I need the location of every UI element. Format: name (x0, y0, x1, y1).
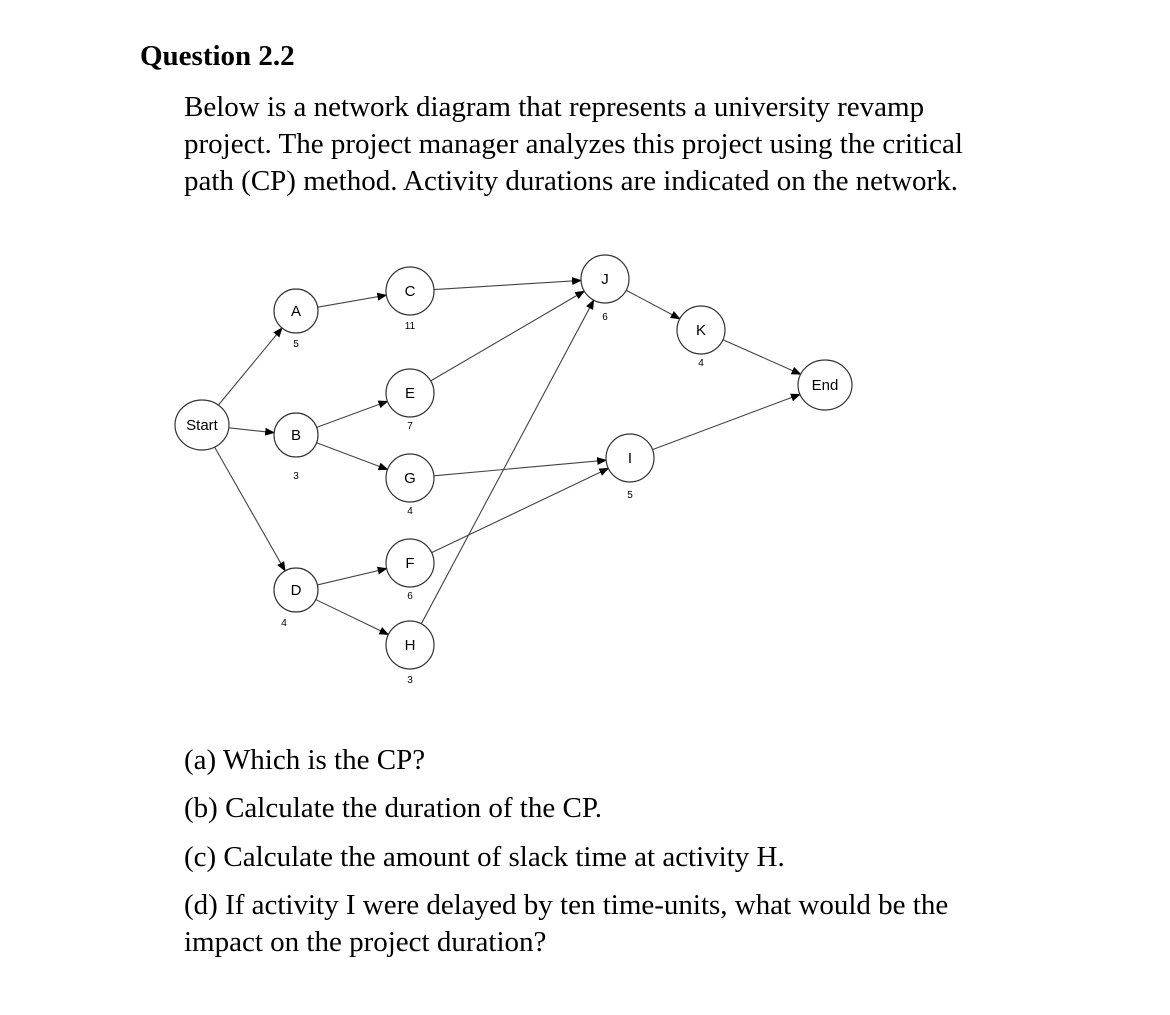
node-label: F (405, 555, 415, 572)
node-start (175, 400, 229, 450)
question-title: Question 2.2 (140, 40, 295, 72)
edge-i-end (652, 394, 799, 449)
node-label: D (290, 582, 302, 599)
edge-g-i (434, 460, 606, 476)
edge-b-e (317, 401, 388, 427)
edge-b-g (317, 443, 388, 470)
edge-start-b (229, 428, 274, 433)
node-label: I (627, 450, 633, 467)
node-e (386, 369, 434, 432)
edge-d-h (316, 600, 389, 635)
node-g (386, 454, 434, 517)
edge-a-c (318, 295, 387, 307)
node-a (274, 289, 318, 350)
node-duration: 3 (293, 471, 299, 482)
node-i (606, 434, 654, 501)
part-c: (c) Calculate the amount of slack time at activity H. (184, 841, 785, 873)
node-b (274, 413, 318, 482)
edge-k-end (723, 340, 801, 374)
node-label: C (404, 283, 416, 300)
node-f (386, 539, 434, 602)
node-duration: 4 (698, 358, 704, 369)
node-duration: 6 (407, 591, 413, 602)
node-label: E (404, 385, 416, 402)
edge-j-k (626, 290, 680, 318)
edge-start-a (218, 328, 282, 405)
edge-d-f (317, 569, 386, 585)
edge-c-j (434, 280, 581, 289)
edge-f-i (432, 468, 609, 552)
node-duration: 5 (627, 490, 633, 501)
node-c (386, 267, 434, 332)
node-label: J (601, 271, 609, 288)
node-duration: 4 (281, 618, 287, 629)
node-label: G (404, 470, 416, 487)
node-duration: 5 (293, 339, 299, 350)
intro-line: project. The project manager analyzes this project using the critical (184, 128, 963, 160)
node-duration: 11 (404, 321, 416, 332)
edge-h-j (421, 300, 593, 624)
node-h (386, 621, 434, 686)
node-label: K (695, 322, 707, 339)
part-d-continued: impact on the project duration? (184, 926, 547, 958)
node-duration: 7 (407, 421, 413, 432)
edge-e-j (431, 291, 585, 381)
node-label: B (290, 427, 302, 444)
node-duration: 4 (407, 506, 413, 517)
node-label: Start (186, 417, 218, 434)
node-label: End (811, 377, 839, 394)
node-d (274, 568, 318, 629)
node-end (798, 360, 852, 410)
node-duration: 6 (602, 312, 608, 323)
part-a: (a) Which is the CP? (184, 744, 426, 776)
node-label: H (404, 637, 416, 654)
part-d: (d) If activity I were delayed by ten time-units, what would be the (184, 889, 949, 921)
part-b: (b) Calculate the duration of the CP. (184, 792, 602, 824)
node-label: A (290, 303, 302, 320)
intro-line: path (CP) method. Activity durations are indicated on the network. (184, 165, 958, 197)
edge-start-d (215, 447, 286, 571)
intro-line: Below is a network diagram that represents a university revamp (184, 91, 925, 123)
node-j (581, 255, 629, 323)
node-duration: 3 (407, 675, 413, 686)
node-k (677, 306, 725, 369)
